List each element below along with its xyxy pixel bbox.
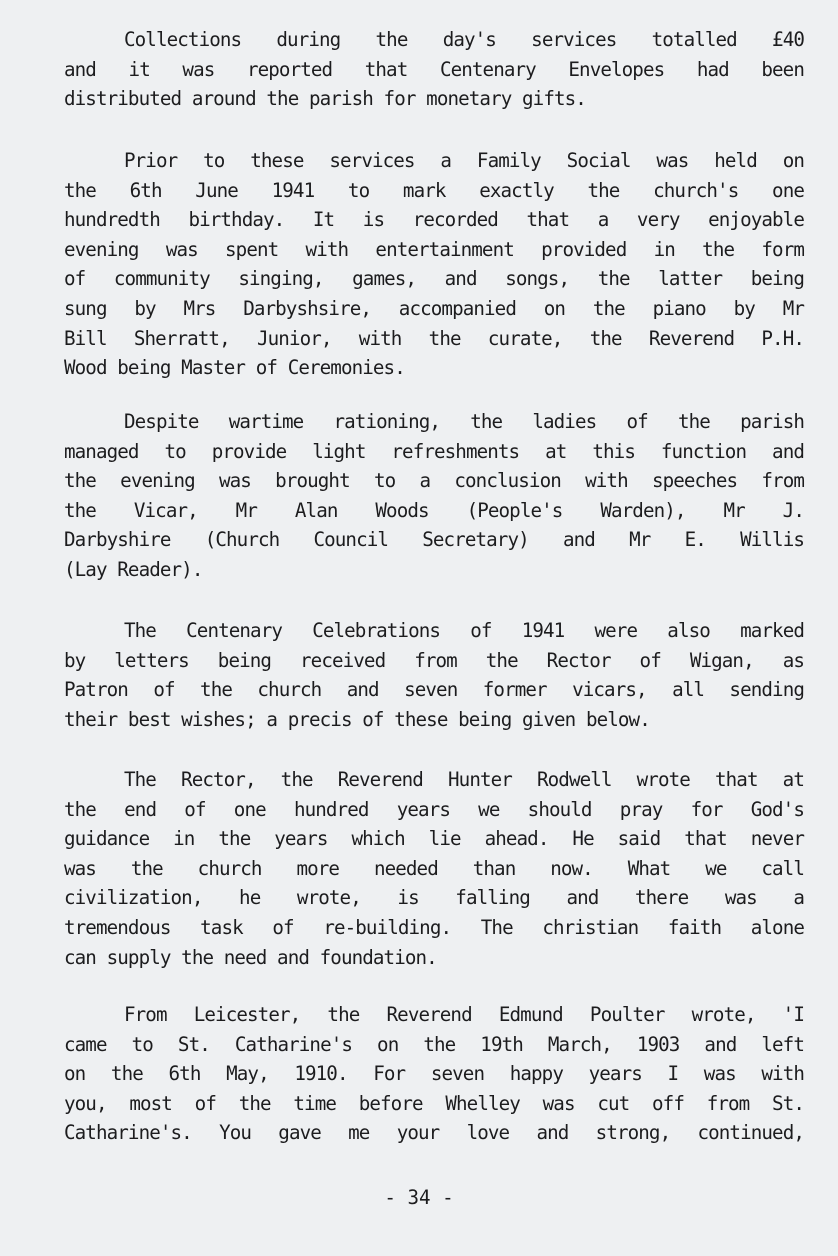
text-line: hundredth birthday. It is recorded that a very enjoyable	[64, 208, 804, 232]
text-line: Catharine's. You gave me your love and strong, continued,	[64, 1121, 804, 1145]
text-line: their best wishes; a precis of these being given below.	[64, 707, 650, 731]
text-line: can supply the need and foundation.	[64, 945, 437, 969]
page-number: - 34 -	[384, 1186, 454, 1209]
paragraph-collections	[64, 25, 804, 114]
text-line: you, most of the time before Whelley was cut off from St.	[64, 1091, 804, 1115]
paragraph-poulter-letter	[64, 1000, 804, 1148]
text-line: Darbyshire (Church Council Secretary) and Mr E. Willis	[64, 528, 804, 552]
text-line: was the church more needed than now. What we call	[64, 856, 804, 880]
paragraph-centenary-letters	[64, 616, 804, 734]
text-line: the 6th June 1941 to mark exactly the church's one	[64, 178, 804, 202]
text-line: The Centenary Celebrations of 1941 were also marked	[124, 619, 804, 642]
text-line: guidance in the years which lie ahead. He said that never	[64, 827, 804, 851]
paragraph-refreshments	[64, 407, 804, 585]
text-line: (Lay Reader).	[64, 557, 203, 581]
text-line: evening was spent with entertainment provided in the form	[64, 237, 804, 261]
text-line: The Rector, the Reverend Hunter Rodwell wrote that at	[124, 768, 804, 791]
text-line: on the 6th May, 1910. For seven happy years I was with	[64, 1062, 804, 1086]
text-line: Patron of the church and seven former vicars, all sending	[64, 678, 804, 702]
text-line: civilization, he wrote, is falling and there was a	[64, 886, 804, 910]
paragraph-family-social	[64, 146, 804, 383]
text-line: and it was reported that Centenary Envelopes had been	[64, 57, 804, 81]
text-line: the end of one hundred years we should pray for God's	[64, 797, 804, 821]
text-line: tremendous task of re-building. The christian faith alone	[64, 915, 804, 939]
text-line: sung by Mrs Darbyshsire, accompanied on the piano by Mr	[64, 296, 804, 320]
text-line: Collections during the day's services totalled £40	[124, 28, 804, 51]
text-line: of community singing, games, and songs, the latter being	[64, 267, 804, 291]
text-line: Prior to these services a Family Social was held on	[124, 149, 804, 172]
text-line: came to St. Catharine's on the 19th March, 1903 and left	[64, 1032, 804, 1056]
text-line: Despite wartime rationing, the ladies of the parish	[124, 410, 804, 433]
text-line: by letters being received from the Rector of Wigan, as	[64, 648, 804, 672]
text-line: the evening was brought to a conclusion with speeches from	[64, 469, 804, 493]
text-line: Wood being Master of Ceremonies.	[64, 356, 405, 380]
text-line: distributed around the parish for monetary gifts.	[64, 87, 586, 111]
text-line: the Vicar, Mr Alan Woods (People's Warden), Mr J.	[64, 498, 804, 522]
text-line: Bill Sherratt, Junior, with the curate, the Reverend P.H.	[64, 326, 804, 350]
paragraph-rector-letter	[64, 765, 804, 972]
text-line: From Leicester, the Reverend Edmund Poulter wrote, 'I	[124, 1003, 804, 1026]
text-line: managed to provide light refreshments at this function and	[64, 439, 804, 463]
